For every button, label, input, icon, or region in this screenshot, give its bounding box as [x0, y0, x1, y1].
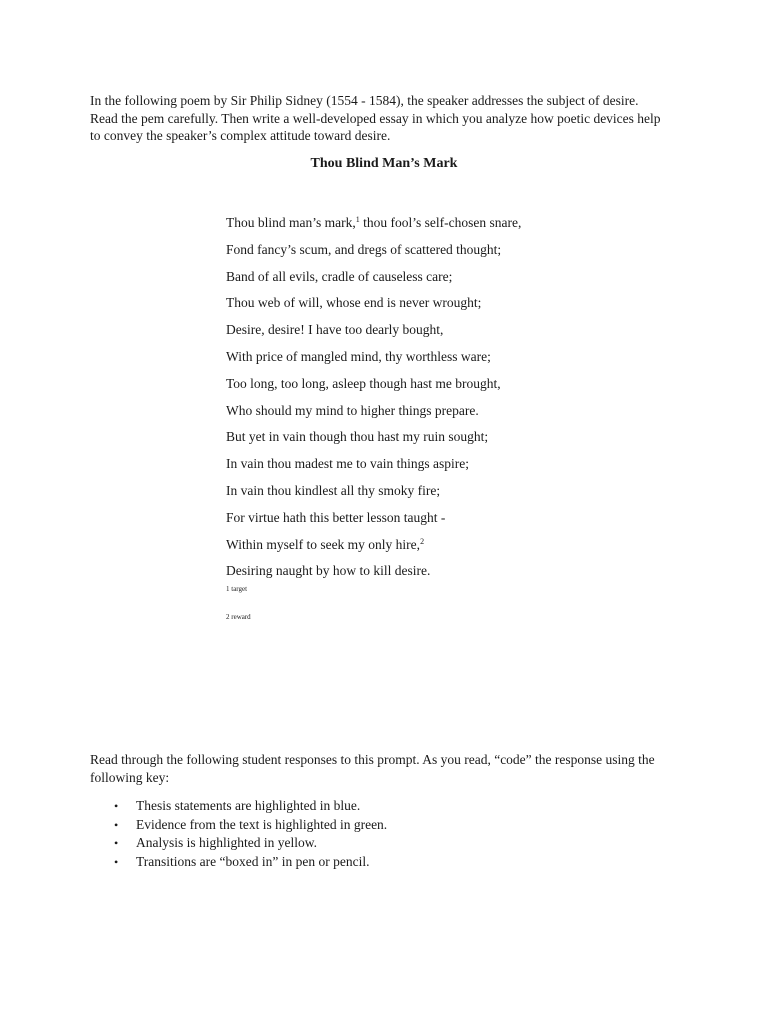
coding-key-list — [90, 797, 387, 871]
poem-line: With price of mangled mind, thy worthless ware; — [226, 348, 491, 364]
poem-line: Too long, too long, asleep though hast me brought, — [226, 375, 501, 391]
poem-line: Fond fancy’s scum, and dregs of scattered thought; — [226, 241, 502, 257]
poem-line: In vain thou madest me to vain things aspire; — [226, 456, 469, 472]
poem-line-text: Thou blind man’s mark, — [226, 215, 356, 230]
poem-line: But yet in vain though thou hast my ruin sought; — [226, 429, 489, 445]
poem-line-text: thou fool’s self-chosen snare, — [359, 215, 522, 230]
intro-line: Read the pem carefully. Then write a well-developed essay in which you analyze how poetic devices help — [90, 110, 661, 126]
coding-key-text: Analysis is highlighted in yellow. — [136, 835, 317, 850]
footnote: 2 reward — [226, 613, 251, 621]
poem-line: In vain thou kindlest all thy smoky fire; — [226, 482, 441, 498]
coding-key-text: Evidence from the text is highlighted in green. — [136, 816, 388, 832]
bullet-icon: • — [114, 836, 119, 850]
poem-body — [226, 210, 521, 585]
poem-line — [226, 210, 521, 237]
bullet-icon: • — [114, 817, 119, 832]
coding-key-item — [90, 797, 387, 816]
poem-line: Desiring naught by how to kill desire. — [226, 563, 431, 579]
instructions-line: following key: — [90, 769, 170, 785]
poem-line: Band of all evils, cradle of causeless care; — [226, 268, 453, 284]
coding-key-item — [90, 853, 387, 872]
poem-line — [226, 532, 521, 559]
coding-key-text: Thesis statements are highlighted in blue. — [136, 798, 361, 813]
poem-line: Desire, desire! I have too dearly bought, — [226, 322, 444, 338]
footnotes — [226, 585, 251, 641]
poem-line: Thou web of will, whose end is never wrought; — [226, 295, 482, 311]
intro-line: to convey the speaker’s complex attitude toward desire. — [90, 128, 391, 143]
instructions-line: Read through the following student responses to this prompt. As you read, “code” the response using the — [90, 752, 655, 767]
intro-line: In the following poem by Sir Philip Sidney (1554 - 1584), the speaker addresses the subject of desire. — [90, 93, 639, 108]
bullet-icon: • — [114, 854, 119, 869]
coding-key-item — [90, 834, 387, 853]
footnote-marker: 2 — [420, 536, 425, 546]
prompt-intro — [90, 92, 700, 145]
footnote-marker: 1 — [355, 215, 360, 224]
poem-line-text: Within myself to seek my only hire, — [226, 536, 421, 552]
poem-line: For virtue hath this better lesson taught - — [226, 509, 446, 525]
coding-key-item — [90, 816, 387, 835]
footnote: 1 target — [226, 585, 248, 593]
poem-line: Who should my mind to higher things prepare. — [226, 402, 479, 418]
bullet-icon: • — [114, 799, 119, 813]
coding-instructions — [90, 751, 690, 786]
coding-key-text: Transitions are “boxed in” in pen or pencil. — [136, 853, 370, 869]
poem-title: Thou Blind Man’s Mark — [310, 156, 458, 171]
